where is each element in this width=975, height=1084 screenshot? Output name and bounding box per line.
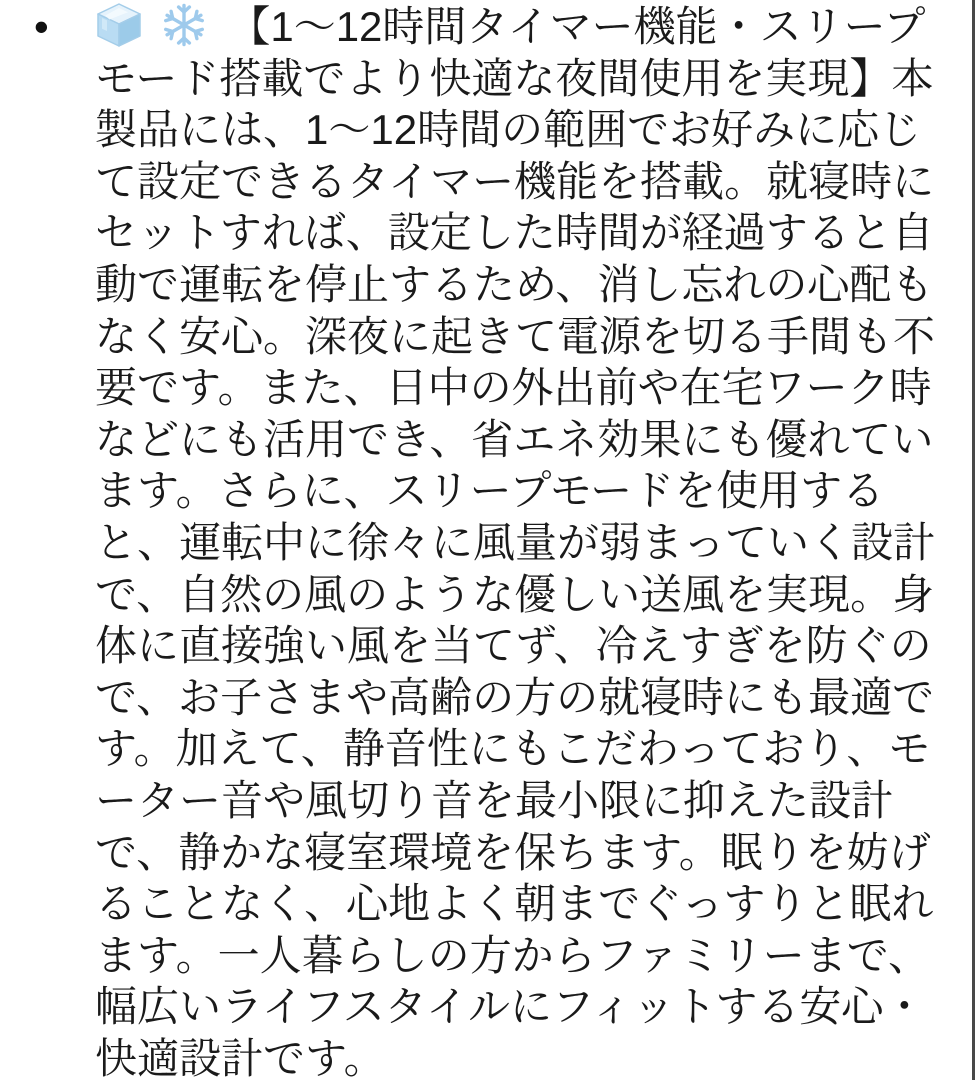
description-line: ます。一人暮らしの方からファミリーまで、	[95, 931, 930, 979]
description-line: などにも活用でき、省エネ効果にも優れてい	[95, 415, 934, 463]
description-line: す。加えて、静音性にもこだわっており、モ	[95, 725, 931, 773]
description-line: 動で運転を停止するため、消し忘れの心配も	[95, 260, 934, 308]
description-line: セットすれば、設定した時間が経過すると自	[95, 209, 934, 257]
description-line: 製品には、1〜12時間の範囲でお好みに応じ	[95, 106, 922, 154]
description-line: て設定できるタイマー機能を搭載。就寝時に	[95, 157, 935, 205]
description-line: で、自然の風のような優しい送風を実現。身	[95, 570, 935, 618]
description-line: 幅広いライフスタイルにフィットする安心・	[95, 983, 926, 1031]
description-line: ます。さらに、スリープモードを使用する	[95, 467, 885, 515]
description-line-text: 【1〜12時間タイマー機能・スリープ	[228, 3, 926, 50]
ice-cube-emoji	[95, 1, 143, 49]
description-text-block	[95, 1, 943, 1084]
description-line: と、運転中に徐々に風量が弱まっていく設計	[95, 518, 936, 566]
description-line: 快適設計です。	[95, 1034, 386, 1082]
description-line: で、お子さまや高齢の方の就寝時にも最適で	[95, 673, 935, 721]
snowflake-emoji	[160, 1, 208, 49]
description-line: ることなく、心地よく朝までぐっすりと眠れ	[95, 880, 934, 928]
description-line	[95, 1, 943, 53]
description-line: ーター音や風切り音を最小限に抑えた設計	[95, 776, 894, 824]
bullet-marker: •	[34, 3, 49, 50]
description-line: 体に直接強い風を当てず、冷えすぎを防ぐの	[95, 622, 932, 670]
description-line: 要です。また、日中の外出前や在宅ワーク時	[95, 364, 932, 412]
description-line: で、静かな寝室環境を保ちます。眠りを妨げ	[95, 828, 931, 876]
description-line: モード搭載でより快適な夜間使用を実現】本	[95, 54, 934, 102]
description-line: なく安心。深夜に起きて電源を切る手間も不	[95, 312, 936, 360]
